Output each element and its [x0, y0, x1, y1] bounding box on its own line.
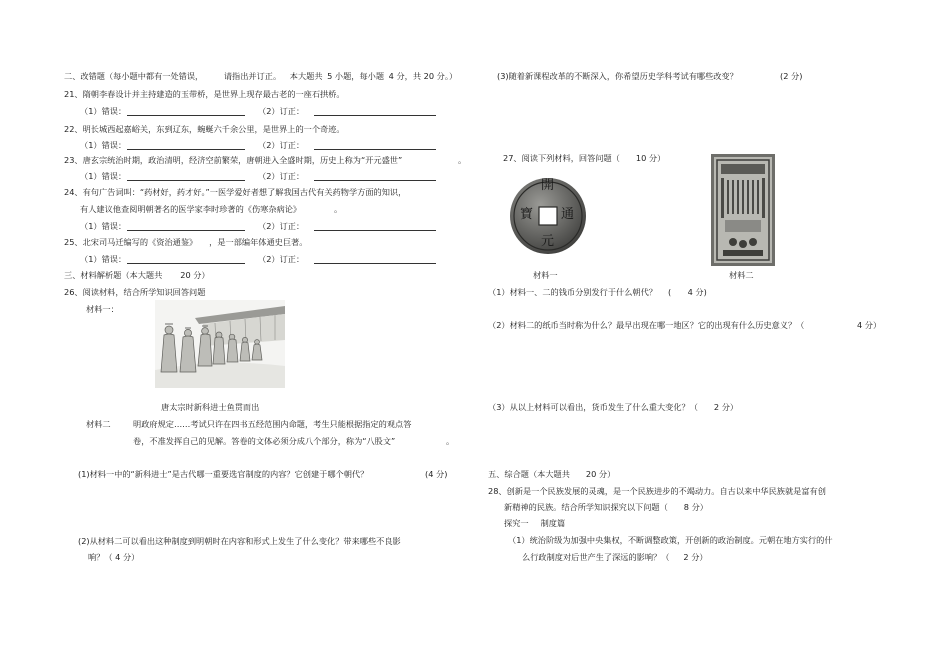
question-24-line1: 24、有句广告词叫：“药材好，药才好。”一医学爱好者想了解我国古代有关药物学方面的知识，	[64, 187, 407, 197]
question-28-1-line1: （1）统治阶级为加强中央集权，不断调整政策，开创新的政治制度。元朝在地方实行的什	[508, 535, 833, 545]
material1-coin-caption: 材料一	[533, 270, 558, 280]
section2-heading: 二、改错题（每小题中都有一处错误， 请指出并订正。 本大题共 5 小题，每小题 4 分，共 20 分。）	[64, 71, 458, 81]
question-22: 22、明长城西起嘉峪关，东到辽东，蜿蜒六千余公里，是世界上的一个奇迹。	[64, 124, 345, 134]
question-23: 23、唐玄宗统治时期，政治清明，经济空前繁荣，唐朝进入全盛时期，历史上称为“开元盛世”	[64, 155, 403, 165]
question-26-2-line1: (2)从材料二可以看出这种制度到明朝时在内容和形式上发生了什么变化？带来哪些不良影	[78, 536, 401, 546]
q24-period: 。	[334, 204, 343, 214]
q22-error-blank[interactable]	[127, 149, 245, 150]
q25-error-blank[interactable]	[127, 263, 245, 264]
q24-fix-blank[interactable]	[314, 230, 436, 231]
material1-caption: 唐太宗时新科进士鱼贯而出	[161, 402, 260, 412]
paper-money-image	[711, 154, 775, 266]
q23-fix-label: （2）订正：	[258, 171, 305, 181]
question-25: 25、北宋司马迁编写的《资治通鉴》 ，是一部编年体通史巨著。	[64, 237, 308, 247]
section5-heading: 五、综合题（本大题共 20 分）	[488, 469, 616, 479]
question-28-line1: 28、创新是一个民族发展的灵魂，是一个民族进步的不竭动力。自古以来中华民族就是富有创	[488, 486, 826, 496]
question-27-1-points: ( 4 分)	[668, 287, 707, 297]
q23-error-label: （1）错误：	[80, 171, 127, 181]
question-24-line2: 有人建议他查阅明朝著名的医学家李时珍著的《伤寒杂病论》	[80, 204, 302, 214]
coin-char-right: 通	[561, 207, 575, 222]
q22-fix-blank[interactable]	[314, 149, 436, 150]
question-26-2-line2: 响？（ 4 分）	[88, 552, 140, 562]
coin-char-left: 寶	[520, 207, 534, 222]
question-26-1: (1)材料一中的“新科进士”是古代哪一重要选官制度的内容？它创建于哪个朝代？	[78, 469, 369, 479]
q24-error-blank[interactable]	[127, 230, 245, 231]
question-28-line2: 新精神的民族。结合所学知识探究以下问题（ 8 分）	[504, 502, 708, 512]
q23-period: 。	[458, 155, 467, 165]
q24-fix-label: （2）订正：	[258, 221, 305, 231]
material1-label: 材料一：	[86, 304, 119, 314]
question-26: 26、阅读材料，结合所学知识回答问题	[64, 287, 206, 297]
q25-error-label: （1）错误：	[80, 254, 127, 264]
question-27-1: （1）材料一、二的钱币分别发行于什么朝代？	[488, 287, 657, 297]
material2-line2: 卷，不准发挥自己的见解。答卷的文体必须分成八个部分，称为“八股文”	[133, 436, 396, 446]
material2-money-caption: 材料二	[729, 270, 754, 280]
question-26-1-points: (4 分)	[425, 469, 448, 479]
q23-error-blank[interactable]	[127, 180, 245, 181]
q25-fix-label: （2）订正：	[258, 254, 305, 264]
question-26-3-points: (2 分)	[780, 71, 803, 81]
material2-period: 。	[446, 436, 455, 446]
material2-line1: 明政府规定……考试只许在四书五经范围内命题，考生只能根据指定的观点答	[133, 419, 412, 429]
q24-error-label: （1）错误：	[80, 221, 127, 231]
scholars-procession-illustration	[155, 300, 285, 388]
explore-section-title: 探究一 制度篇	[504, 518, 566, 528]
coin-char-bottom: 元	[541, 234, 555, 249]
question-27-3: （3）从以上材料可以看出，货币发生了什么重大变化？（ 2 分）	[488, 402, 739, 412]
coin-char-top: 開	[541, 178, 555, 193]
question-27-2: （2）材料二的纸币当时称为什么？最早出现在哪一地区？它的出现有什么历史意义？（	[488, 320, 805, 330]
q21-fix-blank[interactable]	[314, 115, 436, 116]
section3-heading: 三、材料解析题（本大题共 20 分）	[64, 270, 210, 280]
q21-fix-label: （2）订正：	[258, 106, 305, 116]
q21-error-blank[interactable]	[127, 115, 245, 116]
q21-error-label: （1）错误：	[80, 106, 127, 116]
kaiyuan-coin-image	[508, 176, 588, 256]
material2-label: 材料二	[86, 419, 111, 429]
q25-fix-blank[interactable]	[314, 263, 436, 264]
q22-error-label: （1）错误：	[80, 140, 127, 150]
question-27-2-points: 4 分）	[857, 320, 882, 330]
question-26-3: (3)随着新课程改革的不断深入，你希望历史学科考试有哪些改变？	[497, 71, 738, 81]
q22-fix-label: （2）订正：	[258, 140, 305, 150]
question-27: 27、阅读下列材料，回答问题（ 10 分）	[503, 153, 666, 163]
q23-fix-blank[interactable]	[314, 180, 436, 181]
question-28-1-line2: 么行政制度对后世产生了深远的影响？（ 2 分）	[522, 552, 708, 562]
question-21: 21、隋朝李春设计并主持建造的玉带桥，是世界上现存最古老的一座石拱桥。	[64, 89, 345, 99]
